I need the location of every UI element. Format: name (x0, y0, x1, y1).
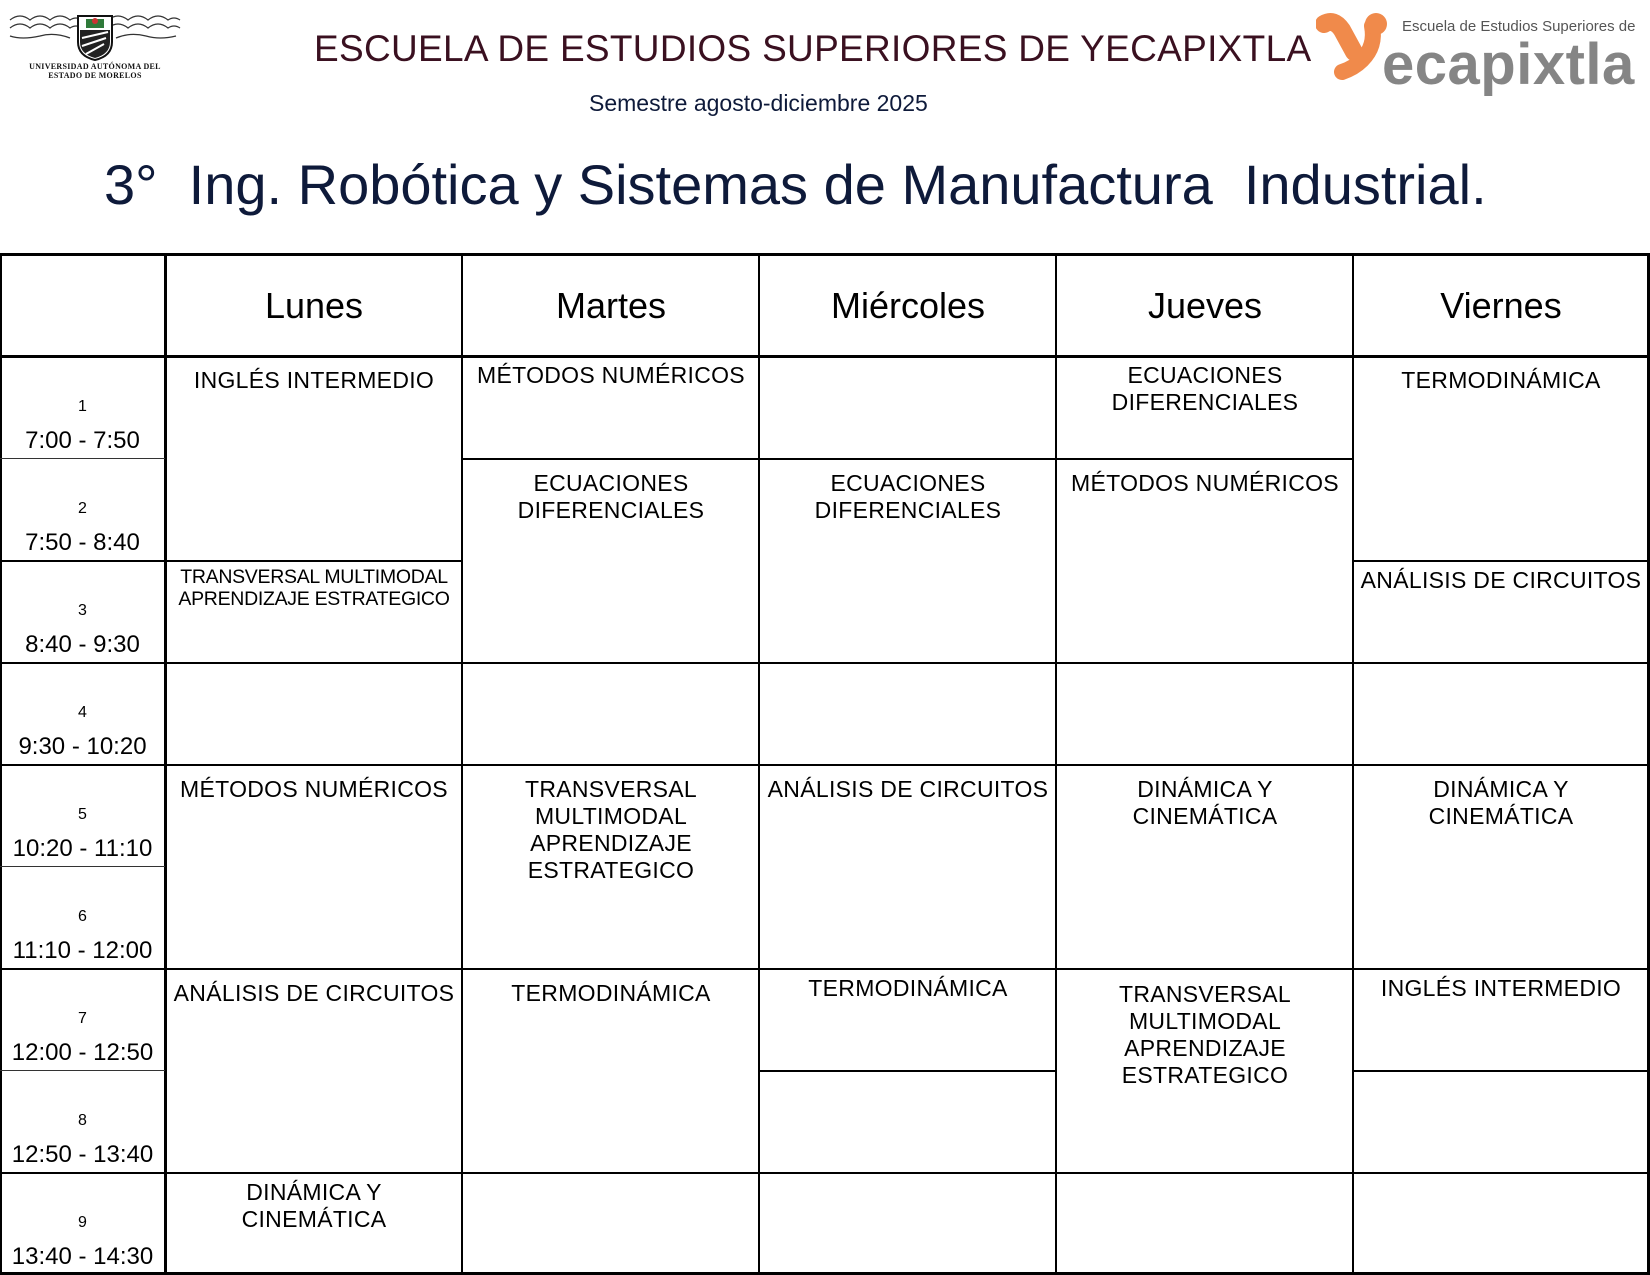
class-miercoles-5: ANÁLISIS DE CIRCUITOS (767, 776, 1049, 802)
slot-time: 7:00 - 7:50 (25, 427, 140, 454)
class-martes-7: TERMODINÁMICA (511, 980, 711, 1006)
slot-number: 6 (78, 908, 87, 925)
slot-number: 8 (78, 1112, 87, 1129)
grid-row-line (462, 764, 759, 766)
slot-number: 3 (78, 602, 87, 619)
grid-row-line (462, 968, 759, 970)
class-lunes-9: DINÁMICA Y CINEMÁTICA (241, 1179, 387, 1232)
class-jueves-5: DINÁMICA Y CINEMÁTICA (1132, 776, 1278, 829)
grid-row-line (0, 458, 165, 459)
semester-label: Semestre agosto-diciembre 2025 (589, 90, 928, 116)
grid-row-line (1353, 764, 1649, 766)
logo-tagline: Escuela de Estudios Superiores de (1402, 18, 1636, 35)
school-title: ESCUELA DE ESTUDIOS SUPERIORES DE YECAPIXTLA (314, 28, 1312, 69)
grid-row-line (0, 866, 165, 867)
class-martes-1: MÉTODOS NUMÉRICOS (477, 362, 745, 388)
uaem-logo (6, 10, 184, 82)
grid-row-line (1353, 662, 1649, 664)
grid-row-line (462, 662, 759, 664)
grid-row-line (1353, 1172, 1649, 1174)
day-header-viernes: Viernes (1440, 285, 1562, 326)
slot-time: 10:20 - 11:10 (12, 835, 153, 862)
slot-time: 13:40 - 14:30 (11, 1243, 154, 1270)
class-lunes-3: TRANSVERSAL MULTIMODAL APRENDIZAJE ESTRATEGICO (178, 566, 450, 610)
university-name-line-2: ESTADO DE MORELOS (48, 71, 142, 80)
eesy-logo (1316, 10, 1646, 97)
grid-row-line (759, 662, 1056, 664)
grid-row-line (462, 1172, 759, 1174)
class-viernes-7: INGLÉS INTERMEDIO (1380, 975, 1622, 1001)
class-lunes-5: MÉTODOS NUMÉRICOS (180, 776, 448, 802)
logo-wordmark: ecapixtla (1382, 32, 1635, 97)
class-jueves-7: TRANSVERSAL MULTIMODAL APRENDIZAJE ESTRATEGICO (1118, 981, 1291, 1088)
grid-row-line (165, 662, 462, 664)
slot-number: 2 (78, 500, 87, 517)
slot-time: 12:50 - 13:40 (11, 1141, 154, 1168)
grid-row-line (1056, 968, 1353, 970)
class-lunes-1: INGLÉS INTERMEDIO (193, 367, 435, 393)
day-header-lunes: Lunes (264, 285, 364, 326)
grid-row-line (0, 1172, 165, 1174)
grid-row-line (759, 1070, 1056, 1072)
grid-row-line (0, 662, 165, 664)
class-lunes-7: ANÁLISIS DE CIRCUITOS (173, 980, 455, 1006)
day-header-martes: Martes (555, 285, 667, 326)
grid-row-line (0, 968, 165, 970)
class-martes-2: ECUACIONES DIFERENCIALES (517, 470, 705, 523)
grid-row-line (0, 1070, 165, 1071)
grid-row-line (1056, 1172, 1353, 1174)
slot-time: 12:00 - 12:50 (11, 1039, 154, 1066)
slot-time: 8:40 - 9:30 (25, 631, 140, 658)
grid-row-line (1056, 764, 1353, 766)
day-header-miercoles: Miércoles (830, 285, 986, 326)
slot-number: 1 (78, 398, 87, 415)
grid-row-line (1353, 968, 1649, 970)
grid-row-line (165, 1172, 462, 1174)
class-viernes-1: TERMODINÁMICA (1401, 367, 1601, 393)
grid-row-line (165, 764, 462, 766)
university-name-line-1: UNIVERSIDAD AUTÓNOMA DEL (29, 62, 161, 71)
grid-row-line (759, 458, 1056, 460)
class-viernes-5: DINÁMICA Y CINEMÁTICA (1428, 776, 1574, 829)
grid-row-line (1056, 458, 1353, 460)
day-header-jueves: Jueves (1147, 285, 1263, 326)
slot-number: 4 (78, 704, 87, 721)
class-viernes-3: ANÁLISIS DE CIRCUITOS (1360, 567, 1642, 593)
uaem-crest-icon (6, 10, 184, 62)
slot-number: 7 (78, 1010, 87, 1027)
grid-row-line (759, 764, 1056, 766)
class-jueves-2: MÉTODOS NUMÉRICOS (1071, 470, 1339, 496)
slot-number: 9 (78, 1214, 87, 1231)
grid-row-line (1056, 662, 1353, 664)
grid-row-line (165, 968, 462, 970)
class-miercoles-2: ECUACIONES DIFERENCIALES (814, 470, 1002, 523)
slot-number: 5 (78, 806, 87, 823)
grid-row-line (165, 560, 462, 562)
grid-row-line (1353, 1070, 1649, 1072)
grid-row-line (759, 968, 1056, 970)
grid-row-line (1353, 560, 1649, 562)
career-title: 3° Ing. Robótica y Sistemas de Manufactura Industrial. (104, 153, 1487, 216)
slot-time: 11:10 - 12:00 (12, 937, 153, 964)
grid-row-line (0, 764, 165, 766)
grid-row-line (462, 458, 759, 460)
slot-time: 9:30 - 10:20 (18, 733, 147, 760)
class-miercoles-7: TERMODINÁMICA (808, 975, 1008, 1001)
class-jueves-1: ECUACIONES DIFERENCIALES (1111, 362, 1299, 415)
slot-time: 7:50 - 8:40 (25, 529, 140, 556)
grid-row-line (0, 560, 165, 562)
grid-row-line (759, 1172, 1056, 1174)
class-martes-5: TRANSVERSAL MULTIMODAL APRENDIZAJE ESTRATEGICO (524, 776, 697, 883)
